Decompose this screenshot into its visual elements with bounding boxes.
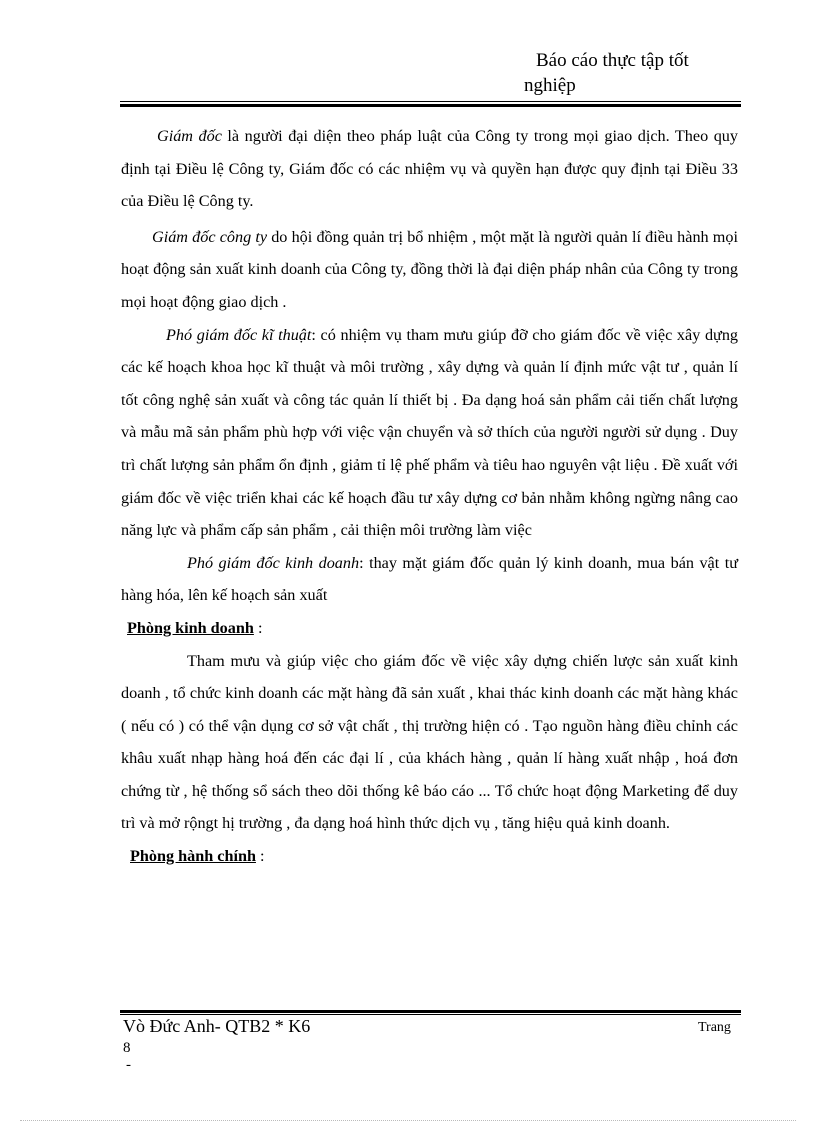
heading-suffix: : (253, 618, 263, 637)
paragraph-giam-doc (121, 120, 738, 218)
paragraph-pho-giam-doc-kinh-doanh (121, 547, 738, 612)
paragraph-text: Tham mưu và giúp việc cho giám đốc về việc xây dựng chiến lược sản xuất kinh doanh , tổ chức kinh doanh các mặt hàng đã sản xuất , khai thác kinh doanh các mặt hàng khác ( nếu có ) có thể vận dụng cơ sở vật chất , thị trường hiện có . Tạo nguồn hàng điều chỉnh các khâu xuất nhạp hàng hoá đến các đại lí , của khách hàng , quản lí hàng xuất nhập , hoá đơn chứng từ , hệ thống sổ sách theo dõi thống kê báo cáo ... Tổ chức hoạt động Marketing để duy trì và mở rộngt hị trường , đa dạng hoá hình thức dịch vụ , tăng hiệu quả kinh doanh. (121, 651, 738, 833)
footer-rule-thick (120, 1010, 741, 1013)
paragraph-text: : thay mặt giám đốc quản lý kinh doanh, mua bán vật tư hàng hóa, lên kế hoạch sản xuất (121, 553, 738, 605)
term-giam-doc-cong-ty: Giám đốc công ty (152, 227, 268, 246)
paragraph-text: : có nhiệm vụ tham mưu giúp đỡ cho giám đốc về việc xây dựng các kế hoạch khoa học kĩ thuật và môi trường , xây dựng và quản lí định mức vật tư , quản lí tốt công nghệ sản xuất và công tác quản lí thiết bị . Đa dạng hoá sản phẩm cải tiến chất lượng và mẫu mã sản phẩm phù hợp với việc vận chuyển và sở thích của người người sử dụng . Duy trì chất lượng sản phẩm ổn định , giảm tỉ lệ phế phẩm và tiêu hao nguyên vật liệu . Đề xuất với giám đốc về việc triển khai các kế hoạch đầu tư xây dựng cơ bản nhằm không ngừng nâng cao năng lực và phẩm cấp sản phẩm , cải thiện môi trường làm việc (121, 325, 739, 540)
heading-label: Phòng hành chính (130, 847, 256, 866)
footer-dash: - (126, 1057, 131, 1073)
term-pho-giam-doc-kinh-doanh: Phó giám đốc kinh doanh (187, 553, 360, 572)
footer-rule-thin (120, 1014, 741, 1015)
footer-page-number: 8 (123, 1040, 131, 1056)
term-giam-doc: Giám đốc (157, 127, 222, 145)
heading-suffix: : (255, 847, 265, 866)
footer-page-label: Trang (698, 1020, 731, 1035)
page-edge-dots (20, 1120, 796, 1121)
paragraph-pho-giam-doc-ki-thuat (121, 319, 738, 547)
term-pho-giam-doc-ki-thuat: Phó giám đốc kĩ thuật (166, 325, 312, 344)
header-title (524, 48, 764, 98)
paragraph-text: do hội đồng quản trị bổ nhiệm , một mặt là người quản lí điều hành mọi hoạt động sản xuất kinh doanh của Công ty, đồng thời là đại diện pháp nhân của Công ty trong mọi hoạt động giao dịch . (121, 227, 738, 311)
paragraph-phong-kinh-doanh (121, 645, 738, 841)
page-body (121, 120, 738, 873)
paragraph-giam-doc-cong-ty (121, 221, 738, 319)
header-title-line2: nghiệp (524, 75, 576, 96)
paragraph-text: là người đại diện theo pháp luật của Công ty trong mọi giao dịch. Theo quy định tại Điều lệ Công ty, Giám đốc có các nhiệm vụ và quyền hạn được quy định tại Điều 33 của Điều lệ Công ty. (121, 127, 738, 211)
footer-author: Vò Đức Anh- QTB2 * K6 (123, 1016, 311, 1036)
header-rule-thick (120, 104, 741, 107)
header-rule-thin (120, 101, 741, 102)
heading-phong-kinh-doanh (121, 612, 738, 645)
heading-phong-hanh-chinh (121, 840, 738, 873)
heading-label: Phòng kinh doanh (127, 618, 254, 637)
header-title-line1: Báo cáo thực tập tốt (536, 50, 689, 71)
